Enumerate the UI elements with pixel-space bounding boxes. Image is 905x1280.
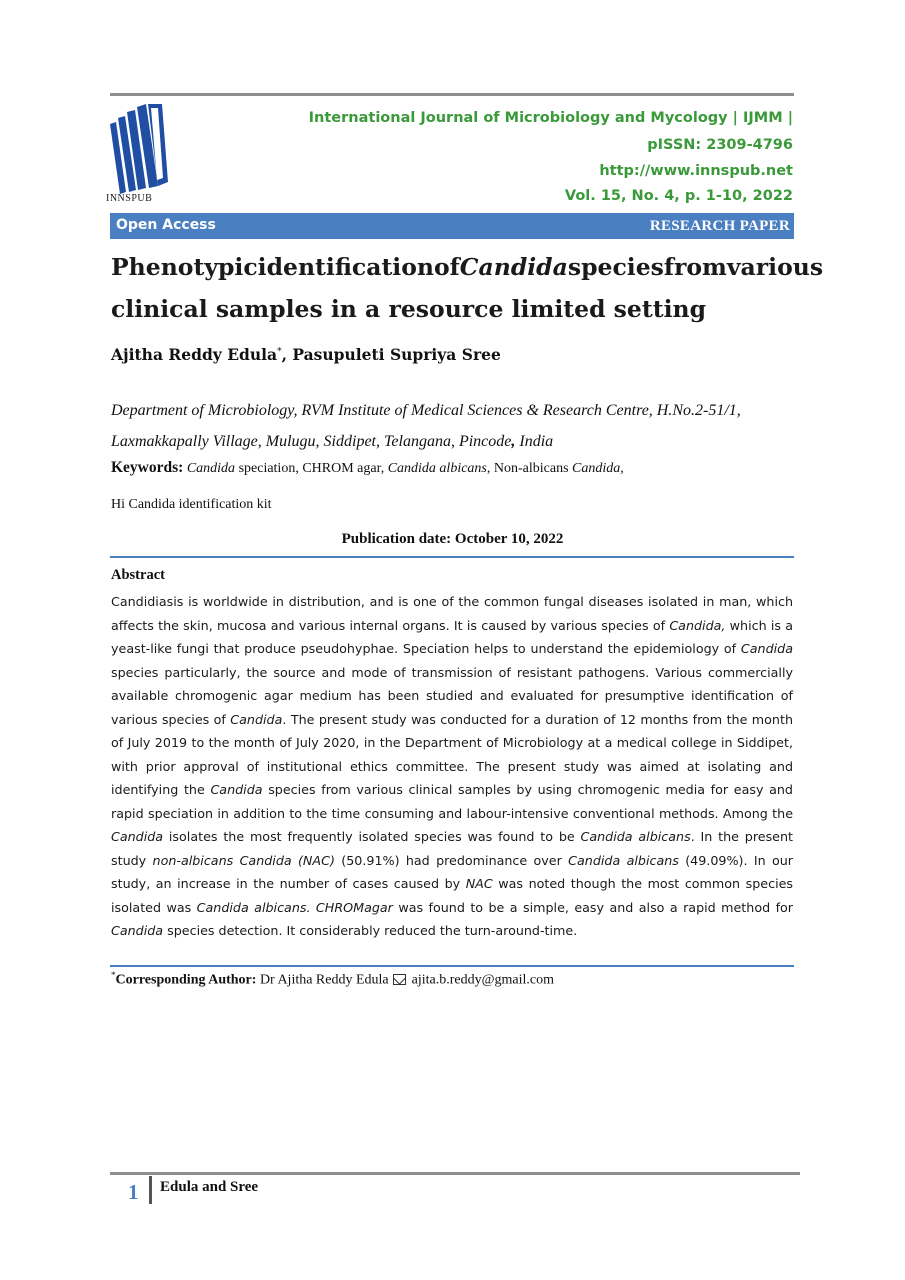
- divider: [110, 965, 794, 967]
- author-2: , Pasupuleti Supriya Sree: [281, 345, 501, 364]
- paper-title: [111, 246, 824, 330]
- journal-volume: Vol. 15, No. 4, p. 1-10, 2022: [564, 188, 793, 204]
- mail-icon: [393, 974, 406, 985]
- journal-issn: pISSN: 2309-4796: [647, 137, 793, 153]
- page-number: 1: [128, 1180, 139, 1204]
- abstract-body: Candidiasis is worldwide in distribution, and is one of the common fungal diseases isolated in man, which affects the skin, mucosa and various internal organs. It is caused by various species of Candida, which is a yeast-like fungi that produce pseudohyphae. Speciation helps to understand the epidemiology of Candida species particularly, the source and mode of transmission of resistant pathogens. Various commercially available chromogenic agar medium has been studied and evaluated for presumptive identification of various species of Candida. The present study was conducted for a duration of 12 months from the month of July 2019 to the month of July 2020, in the Department of Microbiology at a medical college in Siddipet, with prior approval of institutional ethics committee. The present study was aimed at isolating and identifying the Candida species from various clinical samples by using chromogenic media for easy and rapid speciation in addition to the time consuming and labour-intensive conventional methods. Among the Candida isolates the most frequently isolated species was found to be Candida albicans. In the present study non-albicans Candida (NAC) (50.91%) had predominance over Candida albicans (49.09%). In our study, an increase in the number of cases caused by NAC was noted though the most common species isolated was Candida albicans. CHROMagar was found to be a simple, easy and also a rapid method for Candida species detection. It considerably reduced the turn-around-time.: [111, 594, 794, 938]
- journal-url[interactable]: http://www.innspub.net: [599, 163, 793, 179]
- title-line-2: clinical samples in a resource limited setting: [111, 295, 707, 323]
- corresponding-mark: *: [277, 346, 282, 357]
- keywords-label: Keywords:: [111, 459, 184, 476]
- corresponding-label: Corresponding Author:: [115, 972, 257, 988]
- abstract-heading: Abstract: [111, 567, 165, 583]
- open-access-label: Open Access: [116, 217, 216, 233]
- title-word: identification: [257, 253, 434, 281]
- access-banner: [110, 213, 794, 239]
- innspub-logo-icon: [106, 104, 170, 198]
- affiliation: [111, 395, 801, 457]
- journal-name: International Journal of Microbiology and Mycology | IJMM |: [308, 110, 793, 126]
- author-1: Ajitha Reddy Edula: [111, 345, 278, 364]
- footer-rule: [110, 1172, 800, 1175]
- corresponding-author: *Corresponding Author: Dr Ajitha Reddy Edula ajita.b.reddy@gmail.com: [111, 970, 554, 988]
- divider: [110, 556, 794, 558]
- title-word: of: [434, 253, 460, 281]
- publication-date: Publication date: October 10, 2022: [341, 531, 564, 547]
- title-word: species: [567, 253, 664, 281]
- title-word: Phenotypic: [111, 253, 258, 281]
- title-word: various: [726, 253, 824, 281]
- title-word-italic: Candida: [459, 253, 568, 281]
- keywords: Keywords: Candida speciation, CHROM agar, Candida albicans, Non-albicans Candida,: [111, 459, 624, 476]
- title-word: from: [663, 253, 727, 281]
- running-head: Edula and Sree: [160, 1179, 259, 1195]
- affiliation-line-1: Department of Microbiology, RVM Institute of Medical Sciences & Research Centre, H.No.2-51/1,: [111, 402, 741, 419]
- affiliation-line-2: Laxmakkapally Village, Mulugu, Siddipet, Telangana, Pincode, India: [111, 433, 554, 450]
- paper-type-label: RESEARCH PAPER: [649, 218, 790, 234]
- author-email[interactable]: ajita.b.reddy@gmail.com: [411, 972, 554, 988]
- footer-separator: [149, 1176, 152, 1204]
- top-rule: [110, 93, 794, 96]
- author-list: [111, 345, 501, 364]
- keywords-line-2: Hi Candida identification kit: [111, 497, 272, 512]
- logo-text: INNSPUB: [106, 193, 153, 204]
